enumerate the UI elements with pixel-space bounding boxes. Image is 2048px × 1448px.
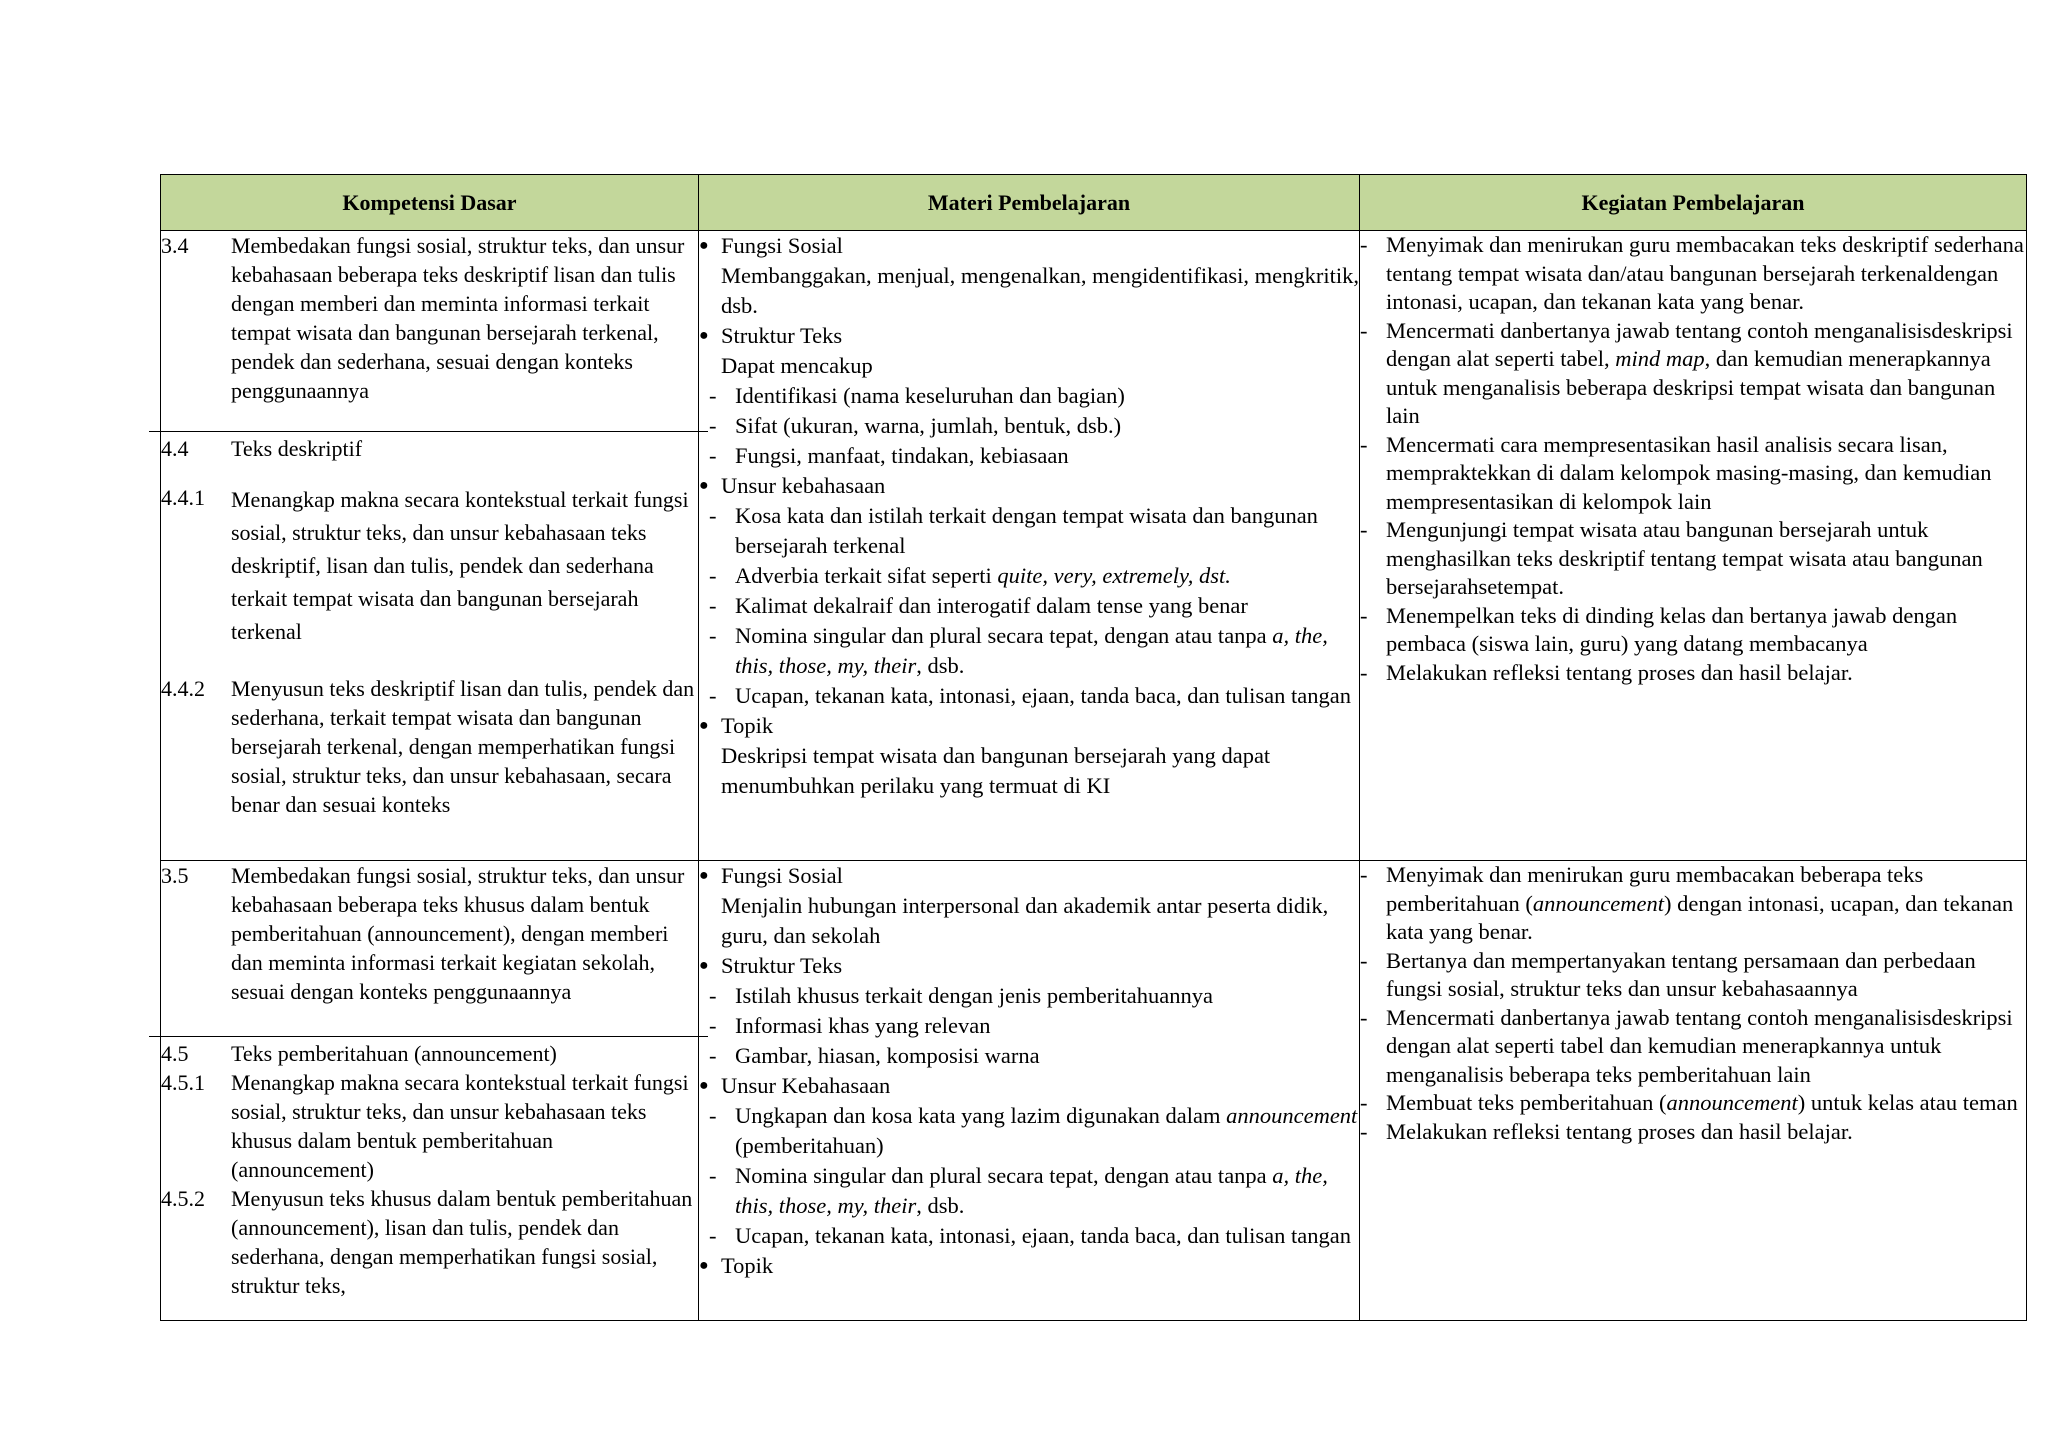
list-item: - Informasi khas yang relevan [709, 1013, 991, 1038]
table-row [161, 231, 2027, 861]
list-item: - Fungsi, manfaat, tindakan, kebiasaan [709, 443, 1069, 468]
materi-cell: ● Fungsi Sosial Membanggakan, menjual, mengenalkan, mengidentifikasi, mengkritik, dsb. ● Struktur Teks Dapat mencakup - Identifikasi (nama keseluruhan dan bagian) - Sifat (ukuran, warna, jumlah, bentuk, dsb.) - Fungsi, manfaat, tindakan, kebiasaan ● Unsur kebahasaan - Kosa kata dan istilah terkait dengan tempat wisata dan bangunan bersejarah terkenal - Adverbia terkait sifat seperti quite, very, extremely, dst. - Kalimat dekalraif dan interogatif dalam tense yang benar - Nomina singular dan plural secara tepat, dengan atau tanpa a, the, this, those, my, their, dsb. - Ucapan, tekanan kata, intonasi, ejaan, tanda baca, dan tulisan tangan ● Topik Deskripsi tempat wisata dan bangunan bersejarah yang dapat menumbuhkan perilaku yang termuat di KI [699, 231, 1360, 861]
header-materi-pembelajaran: Materi Pembelajaran [699, 175, 1360, 231]
list-item: - Menempelkan teks di dinding kelas dan bertanya jawab dengan pembaca (siswa lain, guru) yang datang membacanya [1360, 602, 1958, 656]
kegiatan-cell [1360, 231, 2027, 861]
kd-4-5: 4.5 Teks pemberitahuan (announcement) [161, 1041, 557, 1066]
list-item: - Menyimak dan menirukan guru membacakan beberapa teks pemberitahuan (announcement) dengan intonasi, ucapan, dan tekanan kata yang benar. [1360, 862, 2014, 944]
table-row [161, 861, 2027, 1321]
list-item: - Adverbia terkait sifat seperti quite, very, extremely, dst. [709, 563, 1231, 588]
materi-struktur-teks: ● Struktur Teks [699, 951, 1359, 981]
list-item: - Mencermati cara mempresentasikan hasil analisis secara lisan, mempraktekkan di dalam kelompok masing-masing, dan kemudian mempresentasikan di kelompok lain [1360, 431, 1992, 514]
list-item: - Ungkapan dan kosa kata yang lazim digunakan dalam announcement (pemberitahuan) [709, 1103, 1358, 1158]
kd-4-4-2: 4.4.2 Menyusun teks deskriptif lisan dan tulis, pendek dan sederhana, terkait tempat wisata dan bangunan bersejarah terkenal, dengan memperhatikan fungsi sosial, struktur teks, dan unsur kebahasaan, secara benar dan sesuai konteks [161, 676, 695, 817]
materi-fungsi-sosial: ● Fungsi Sosial [699, 861, 1359, 891]
kd-4-4-1: 4.4.1 Menangkap makna secara kontekstual terkait fungsi sosial, struktur teks, dan unsur kebahasaan teks deskriptif, lisan dan tulis, pendek dan sederhana terkait tempat wisata dan bangunan bersejarah terkenal [161, 485, 689, 644]
materi-unsur-kebahasaan: ● Unsur kebahasaan [699, 471, 1359, 501]
list-item: - Sifat (ukuran, warna, jumlah, bentuk, dsb.) [709, 413, 1122, 438]
list-item: - Ucapan, tekanan kata, intonasi, ejaan, tanda baca, dan tulisan tangan [709, 1223, 1351, 1248]
bullet-icon: ● [699, 477, 709, 494]
bullet-icon: ● [699, 237, 709, 254]
list-item: - Ucapan, tekanan kata, intonasi, ejaan, tanda baca, dan tulisan tangan [709, 683, 1351, 708]
list-item: - Bertanya dan mempertanyakan tentang persamaan dan perbedaan fungsi sosial, struktur teks dan unsur kebahasaannya [1360, 947, 1976, 1001]
kd-4-4-block [149, 431, 708, 819]
kompetensi-dasar-cell [161, 231, 699, 861]
materi-cell: ● Fungsi Sosial Menjalin hubungan interpersonal dan akademik antar peserta didik, guru, dan sekolah ● Struktur Teks - Istilah khusus terkait dengan jenis pemberitahuannya - Informasi khas yang relevan - Gambar, hiasan, komposisi warna ● Unsur Kebahasaan - Ungkapan dan kosa kata yang lazim digunakan dalam announcement (pemberitahuan) - Nomina singular dan plural secara tepat, dengan atau tanpa a, the, this, those, my, their, dsb. - Ucapan, tekanan kata, intonasi, ejaan, tanda baca, dan tulisan tangan ● Topik [699, 861, 1360, 1321]
header-kompetensi-dasar: Kompetensi Dasar [161, 175, 699, 231]
kompetensi-dasar-cell [161, 861, 699, 1321]
bullet-icon: ● [699, 957, 709, 974]
list-item: - Melakukan refleksi tentang proses dan hasil belajar. [1360, 659, 1853, 685]
header-kegiatan-pembelajaran: Kegiatan Pembelajaran [1360, 175, 2027, 231]
list-item: - Kosa kata dan istilah terkait dengan tempat wisata dan bangunan bersejarah terkenal [709, 503, 1318, 558]
bullet-icon: ● [699, 1257, 709, 1274]
list-item: - Gambar, hiasan, komposisi warna [709, 1043, 1040, 1068]
bullet-icon: ● [699, 327, 709, 344]
list-item: - Nomina singular dan plural secara tepat, dengan atau tanpa a, the, this, those, my, their, dsb. [709, 623, 1328, 678]
bullet-icon: ● [699, 867, 709, 884]
kd-3-5: 3.5 Membedakan fungsi sosial, struktur teks, dan unsur kebahasaan beberapa teks khusus dalam bentuk pemberitahuan (announcement), dengan memberi dan meminta informasi terkait kegiatan sekolah, sesuai dengan konteks penggunaannya [161, 863, 685, 1004]
kd-3-4: 3.4 Membedakan fungsi sosial, struktur teks, dan unsur kebahasaan beberapa teks deskriptif lisan dan tulis dengan memberi dan meminta informasi terkait tempat wisata dan bangunan bersejarah terkenal, pendek dan sederhana, sesuai dengan konteks penggunaannya [161, 233, 685, 403]
kd-4-5-1: 4.5.1 Menangkap makna secara kontekstual terkait fungsi sosial, struktur teks, dan unsur kebahasaan teks khusus dalam bentuk pemberitahuan (announcement) [161, 1070, 689, 1182]
materi-struktur-teks: ● Struktur Teks [699, 321, 1359, 351]
kd-4-5-2: 4.5.2 Menyusun teks khusus dalam bentuk pemberitahuan (announcement), lisan dan tulis, pendek dan sederhana, dengan memperhatikan fungsi sosial, struktur teks, [161, 1186, 693, 1298]
list-item: - Istilah khusus terkait dengan jenis pemberitahuannya [709, 983, 1213, 1008]
list-item: - Mengunjungi tempat wisata atau bangunan bersejarah untuk menghasilkan teks deskriptif tentang tempat wisata atau bangunan bersejarahsetempat. [1360, 517, 1983, 599]
list-item: - Mencermati danbertanya jawab tentang contoh menganalisisdeskripsi dengan alat seperti tabel, mind map, dan kemudian menerapkannya untuk menganalisis beberapa deskripsi tempat wisata dan bangunan lain [1360, 317, 2013, 428]
bullet-icon: ● [699, 717, 709, 734]
bullet-icon: ● [699, 1077, 709, 1094]
list-item: - Melakukan refleksi tentang proses dan hasil belajar. [1360, 1118, 1853, 1144]
materi-fungsi-sosial: ● Fungsi Sosial [699, 231, 1359, 261]
list-item: - Menyimak dan menirukan guru membacakan teks deskriptif sederhana tentang tempat wisata dan/atau bangunan bersejarah terkenaldengan intonasi, ucapan, dan tekanan kata yang benar. [1360, 232, 2024, 314]
list-item: - Identifikasi (nama keseluruhan dan bagian) [709, 383, 1125, 408]
syllabus-table [160, 174, 2027, 1321]
kd-4-4: 4.4 Teks deskriptif [161, 436, 363, 461]
list-item: - Mencermati danbertanya jawab tentang contoh menganalisisdeskripsi dengan alat seperti tabel dan kemudian menerapkannya untuk menganalisis beberapa teks pemberitahuan lain [1360, 1004, 2013, 1087]
materi-unsur-kebahasaan: ● Unsur Kebahasaan [699, 1071, 1359, 1101]
table-header-row [161, 175, 2027, 231]
materi-topik: ● Topik [699, 1251, 1359, 1281]
materi-topik: ● Topik [699, 711, 1359, 741]
kd-4-5-block [149, 1036, 708, 1300]
kegiatan-cell [1360, 861, 2027, 1321]
list-item: - Nomina singular dan plural secara tepat, dengan atau tanpa a, the, this, those, my, their, dsb. [709, 1163, 1328, 1218]
list-item: - Kalimat dekalraif dan interogatif dalam tense yang benar [709, 593, 1248, 618]
list-item: - Membuat teks pemberitahuan (announcement) untuk kelas atau teman [1360, 1090, 2018, 1115]
